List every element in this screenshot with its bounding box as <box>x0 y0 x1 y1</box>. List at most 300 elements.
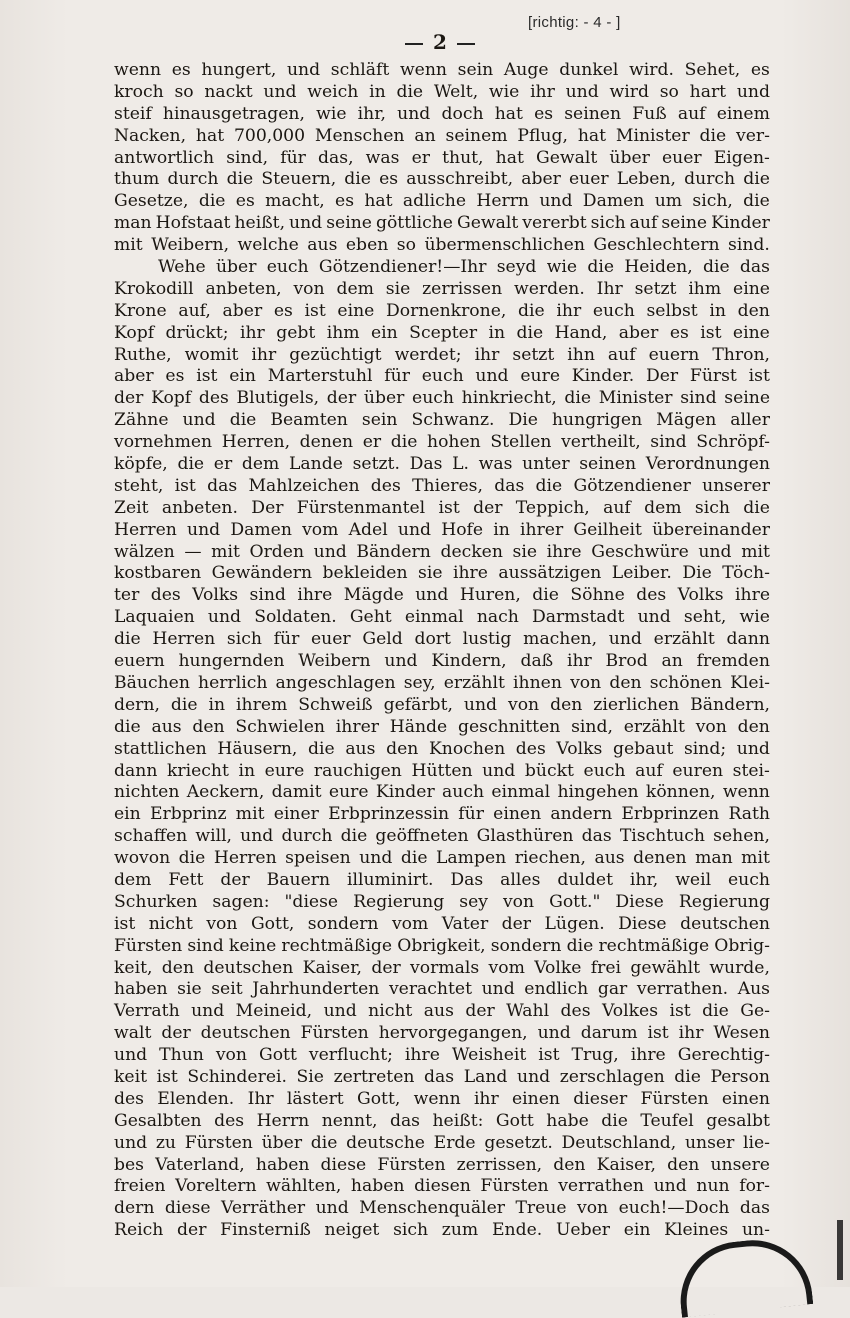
word: ihr <box>474 344 500 365</box>
word: Gott." <box>549 891 601 912</box>
word: von <box>570 672 602 693</box>
word: Sehet, <box>684 60 741 80</box>
word: ter <box>114 585 140 606</box>
word: seine <box>326 213 372 234</box>
word: wälzen <box>114 541 175 562</box>
body-text <box>114 60 770 1242</box>
word: Verräther <box>221 1198 306 1219</box>
word: hat <box>494 103 523 124</box>
word: ein <box>623 1220 651 1241</box>
word: übereinander <box>652 519 770 540</box>
word: und <box>315 1198 349 1219</box>
word: ist <box>114 913 136 934</box>
word: für <box>458 804 484 825</box>
text-line <box>114 191 770 213</box>
word: das <box>739 257 770 278</box>
text-line <box>114 148 770 170</box>
word: Herrn <box>476 191 530 212</box>
word: es <box>379 169 399 190</box>
word: die <box>198 191 226 212</box>
word: und <box>481 979 515 1000</box>
word: die <box>114 716 141 737</box>
word: Dornenkrone, <box>386 300 507 321</box>
word: des <box>636 585 667 606</box>
word: Hofe <box>441 519 484 540</box>
word: Eigen- <box>713 147 770 168</box>
word: Das <box>450 869 484 890</box>
word: Fürst <box>689 366 737 387</box>
word: Gott <box>495 1110 534 1131</box>
word: das <box>424 1066 455 1087</box>
word: Verrath <box>114 1001 180 1022</box>
word: fremden <box>696 651 770 672</box>
word: Darmstadt <box>531 607 625 628</box>
word: vornehmen <box>114 432 213 453</box>
word: unsere <box>710 1154 770 1175</box>
word: euern <box>648 344 700 365</box>
word: den <box>161 957 195 978</box>
word: Der <box>645 366 679 387</box>
word: der <box>220 869 250 890</box>
word: Volks <box>192 585 239 606</box>
word: Trug, <box>571 1045 619 1066</box>
word: deutschen <box>200 1023 291 1044</box>
word: hat <box>195 125 225 146</box>
word: sondern <box>490 935 562 956</box>
word: einen <box>512 1088 560 1109</box>
word: aus <box>423 1001 454 1022</box>
word: Ihr <box>596 278 623 299</box>
word: Weibern <box>298 651 371 672</box>
word: Herren <box>114 519 177 540</box>
text-line <box>114 366 770 388</box>
text-line <box>114 388 770 410</box>
word: auf <box>607 344 636 365</box>
word: ihr <box>566 651 592 672</box>
word: kroch <box>114 81 164 102</box>
word: decken <box>440 541 503 562</box>
word: Voreltern <box>175 1176 257 1197</box>
word: und <box>323 1001 357 1022</box>
word: weil <box>675 869 712 890</box>
word: erzählt <box>623 716 685 737</box>
word: Bäuchen <box>114 672 190 693</box>
word: und <box>736 81 770 102</box>
word: Geht <box>349 607 392 628</box>
word: wenn <box>722 782 770 803</box>
word: zerrissen <box>422 278 503 299</box>
word: aber <box>618 322 659 343</box>
word: die <box>743 191 770 212</box>
text-line <box>114 1089 770 1111</box>
word: von <box>695 716 727 737</box>
word: Söhne <box>570 585 625 606</box>
word: mit <box>211 541 240 562</box>
word: über <box>363 388 405 409</box>
word: über <box>261 1132 303 1153</box>
text-line <box>114 1133 770 1155</box>
word: nennt, <box>321 1110 378 1131</box>
word: Kopf <box>114 322 155 343</box>
word: — <box>184 541 202 562</box>
word: ihre <box>630 1045 666 1066</box>
word: in <box>709 300 726 321</box>
word: die <box>601 1110 628 1131</box>
word: unser <box>684 1132 735 1153</box>
word: euch <box>728 869 770 890</box>
word: ihrer <box>520 519 564 540</box>
word: wählten, <box>266 1176 342 1197</box>
word: die <box>310 1132 338 1153</box>
word: damit <box>271 782 322 803</box>
word: Gesalbten <box>114 1110 202 1131</box>
word: Klei- <box>730 672 770 693</box>
text-line <box>114 104 770 126</box>
word: ausschreibt, <box>406 169 514 190</box>
word: rechtmäßige <box>598 935 710 956</box>
word: euch!—Doch <box>618 1198 730 1219</box>
word: einmal <box>491 782 551 803</box>
word: eine <box>732 322 770 343</box>
word: Krone <box>114 300 167 321</box>
word: Diese <box>618 913 667 934</box>
word: ist <box>647 1023 669 1044</box>
word: dieser <box>573 1088 628 1109</box>
word: heißt, <box>234 213 286 234</box>
word: zum <box>441 1220 479 1241</box>
word: so <box>174 81 194 102</box>
word: seht, <box>683 607 727 628</box>
word: der <box>161 1023 191 1044</box>
word: Kindern, <box>431 651 507 672</box>
word: und <box>191 1001 225 1022</box>
word: Die <box>682 563 712 584</box>
word: schaffen <box>114 826 188 847</box>
word: es <box>750 60 770 80</box>
text-line <box>114 739 770 761</box>
word: Teufel <box>640 1110 694 1131</box>
word: daß <box>520 651 554 672</box>
word: ist <box>156 1066 178 1087</box>
word: diese <box>164 1198 211 1219</box>
text-line <box>114 563 770 585</box>
word: Herren, <box>221 432 291 453</box>
word: rauchigen <box>313 760 402 781</box>
word: kriecht <box>166 760 229 781</box>
word: aber <box>222 300 263 321</box>
word: Person <box>710 1066 770 1087</box>
text-line <box>114 761 770 783</box>
word: ist <box>748 366 770 387</box>
word: hervorgegangen, <box>378 1023 528 1044</box>
word: Bändern <box>356 541 431 562</box>
word: Beamten <box>270 410 348 431</box>
word: sind <box>680 388 717 409</box>
word: duldet <box>557 869 613 890</box>
word: Herren <box>152 629 216 650</box>
word: Gott, <box>356 1088 401 1109</box>
word: Knochen <box>428 738 506 759</box>
word: sey <box>459 891 488 912</box>
word: wie <box>488 81 520 102</box>
word: in <box>208 694 226 715</box>
text-line <box>114 235 770 257</box>
word: wurde, <box>709 957 770 978</box>
word: verrathen <box>558 1176 644 1197</box>
word: hungernden <box>178 651 285 672</box>
word: deutsche <box>346 1132 425 1153</box>
word: euer <box>661 147 702 168</box>
word: in <box>488 322 506 343</box>
word: Steuern, <box>261 169 337 190</box>
word: einem <box>716 103 770 124</box>
word: will, <box>195 826 233 847</box>
word: Mägde <box>343 585 404 606</box>
word: gezüchtigt <box>289 344 382 365</box>
word: einmal <box>404 607 464 628</box>
text-line <box>114 870 770 892</box>
word: Gewändern <box>211 563 313 584</box>
word: Schwielen <box>235 716 325 737</box>
word: seyd <box>496 257 537 278</box>
word: was <box>365 147 400 168</box>
word: Brod <box>605 651 648 672</box>
text-line <box>114 695 770 717</box>
word: ihr, <box>629 869 659 890</box>
word: gesalbt <box>706 1110 770 1131</box>
text-line <box>114 1198 770 1220</box>
text-line <box>114 410 770 432</box>
word: die <box>177 454 205 475</box>
word: Ruthe, <box>114 344 172 365</box>
word: sich <box>393 1220 429 1241</box>
word: und <box>207 607 242 628</box>
word: Geld <box>362 629 403 650</box>
word: bes <box>114 1154 144 1175</box>
word: in <box>238 760 256 781</box>
word: wie <box>316 103 347 124</box>
word: Weibern, <box>151 235 230 256</box>
word: dort <box>414 629 451 650</box>
word: die <box>390 432 418 453</box>
word: stattlichen <box>114 738 207 759</box>
text-line <box>114 826 770 848</box>
word: sich <box>226 629 262 650</box>
word: Bändern, <box>690 694 770 715</box>
word: ihrer <box>335 716 379 737</box>
word: sie <box>177 979 202 1000</box>
word: keit, <box>114 957 153 978</box>
word: verachtet <box>388 979 472 1000</box>
word: selbst <box>646 300 698 321</box>
word: Gewalt <box>456 213 519 234</box>
word: sie <box>512 541 538 562</box>
word: für <box>273 629 300 650</box>
word: wird <box>609 81 649 102</box>
word: sein <box>457 60 494 80</box>
text-line <box>114 498 770 520</box>
word: und <box>263 81 297 102</box>
word: Fürsten <box>377 1154 446 1175</box>
word: es <box>669 322 689 343</box>
word: und <box>114 1045 148 1066</box>
word: den <box>192 716 225 737</box>
word: aller <box>730 410 770 431</box>
word: anbeten. <box>161 497 238 518</box>
word: Soldaten. <box>254 607 337 628</box>
word: sich, <box>692 191 733 212</box>
word: hungert, <box>201 60 277 80</box>
word: ihre <box>546 541 582 562</box>
word: ihre <box>735 585 770 606</box>
word: Hofstaat <box>155 213 231 234</box>
word: Hütten <box>411 760 473 781</box>
word: die <box>344 169 371 190</box>
word: Adel <box>348 519 388 540</box>
text-line <box>114 520 770 542</box>
word: Zeit <box>114 497 149 518</box>
word: den <box>737 716 770 737</box>
word: 700,000 <box>233 125 306 146</box>
word: Treue <box>515 1198 567 1219</box>
word: seit <box>211 979 243 1000</box>
word: geschnitten <box>458 716 561 737</box>
word: hat <box>495 147 524 168</box>
word: vormals <box>410 957 480 978</box>
word: ihre <box>404 1045 440 1066</box>
word: Götzendiener!—Ihr <box>318 257 487 278</box>
word: Schröpf- <box>696 432 770 453</box>
word: habe <box>546 1110 589 1131</box>
word: der <box>326 388 357 409</box>
word: neiget <box>324 1220 380 1241</box>
word: adliche <box>402 191 467 212</box>
word: und <box>182 410 216 431</box>
word: thum <box>114 169 160 190</box>
word: haben <box>255 1154 310 1175</box>
word: erzählt <box>653 629 715 650</box>
word: die <box>532 585 559 606</box>
word: Fuß <box>632 103 667 124</box>
word: Thieres, <box>412 475 483 496</box>
word: die <box>308 738 335 759</box>
word: Thun <box>159 1045 204 1066</box>
word: es <box>235 191 255 212</box>
word: auf <box>629 213 658 234</box>
word: die <box>340 826 368 847</box>
word: sich <box>590 213 626 234</box>
word: aus <box>345 738 376 759</box>
word: und <box>240 826 274 847</box>
word: die <box>743 497 770 518</box>
word: Volke <box>534 957 582 978</box>
archival-annotation: [richtig: - 4 - ] <box>528 14 621 31</box>
word: ihnen <box>513 672 562 693</box>
word: nicht <box>148 913 193 934</box>
word: keine <box>228 935 277 956</box>
word: lustig <box>462 629 512 650</box>
text-line <box>114 323 770 345</box>
word: Volks <box>556 738 603 759</box>
word: kostbaren <box>114 563 202 584</box>
word: ist <box>196 366 218 387</box>
word: ein <box>114 804 141 825</box>
word: ihr <box>473 1088 499 1109</box>
word: Aeckern, <box>186 782 265 803</box>
word: Herren <box>213 848 277 869</box>
word: L. <box>452 454 469 475</box>
word: euch <box>592 300 635 321</box>
text-line <box>114 454 770 476</box>
word: Jahrhunderten <box>252 979 380 1000</box>
word: der <box>114 388 144 409</box>
word: gewählt <box>630 957 700 978</box>
word: den <box>609 672 642 693</box>
word: und <box>482 760 516 781</box>
word: Schwanz. <box>411 410 495 431</box>
text-line <box>114 213 770 235</box>
word: er <box>362 432 382 453</box>
word: Obrigkeit, <box>397 935 486 956</box>
text-line <box>114 848 770 870</box>
margin-ink-mark <box>837 1220 843 1280</box>
word: Damen <box>230 519 292 540</box>
word: und <box>397 103 431 124</box>
text-line <box>114 936 770 958</box>
word: das <box>494 475 525 496</box>
word: sind <box>249 585 286 606</box>
word: Diese <box>615 891 664 912</box>
word: wenn <box>399 60 447 80</box>
word: es <box>171 60 191 80</box>
word: Erbprinzessin <box>328 804 450 825</box>
word: ihr <box>239 322 265 343</box>
word: riechen, <box>514 848 586 869</box>
word: angeschlagen <box>275 672 396 693</box>
word: ihr <box>678 1023 704 1044</box>
word: ver- <box>736 125 770 146</box>
word: andern <box>550 804 613 825</box>
word: des <box>150 585 181 606</box>
word: Fürsten <box>114 935 183 956</box>
text-line <box>114 257 770 279</box>
word: auf <box>603 497 631 518</box>
word: ist <box>538 1045 560 1066</box>
word: geöffneten <box>375 826 469 847</box>
word: was <box>478 454 513 475</box>
word: die <box>566 935 594 956</box>
word: Lande <box>289 454 343 475</box>
word: sind <box>650 432 687 453</box>
word: thut, <box>442 147 484 168</box>
word: unter <box>522 454 570 475</box>
word: in <box>369 81 386 102</box>
word: womit <box>184 344 239 365</box>
text-line <box>114 607 770 629</box>
word: die <box>702 257 730 278</box>
word: Pflug, <box>517 125 568 146</box>
text-line <box>114 673 770 695</box>
text-line <box>114 979 770 1001</box>
word: ihn <box>567 344 595 365</box>
word: den <box>667 1154 700 1175</box>
word: die <box>564 388 592 409</box>
word: die <box>535 475 563 496</box>
text-line <box>114 914 770 936</box>
word: freien <box>114 1176 166 1197</box>
word: gebaut <box>612 738 674 759</box>
word: sondern <box>307 913 379 934</box>
